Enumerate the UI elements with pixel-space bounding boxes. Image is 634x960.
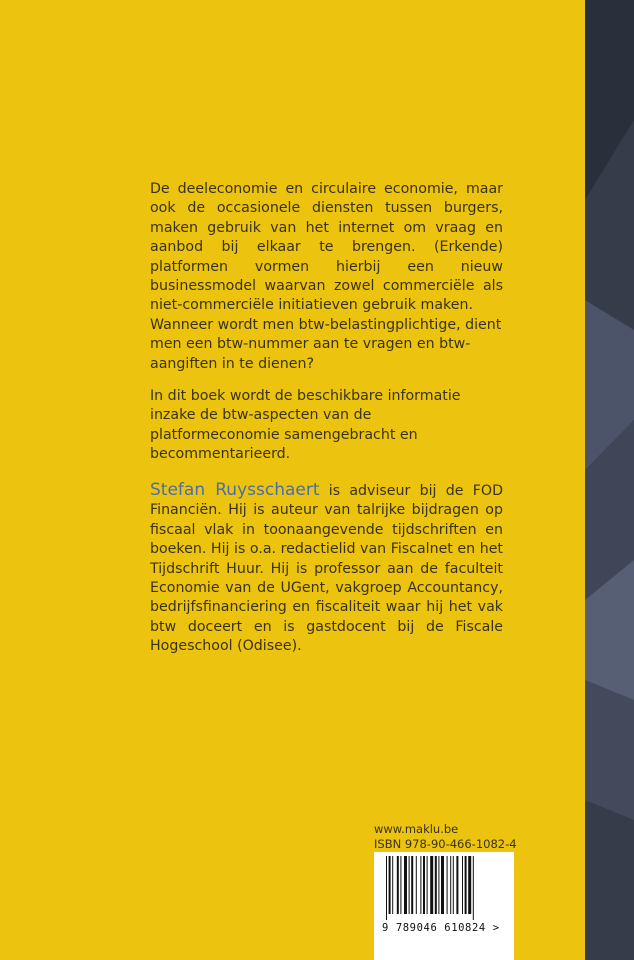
barcode-digits: 9 789046 610824 > bbox=[382, 922, 500, 934]
blurb-paragraph-1: De deeleconomie en circulaire economie, maar ook de occasionele diensten tussen burgers, maken gebruik van het internet om vraag en aanbod bij elkaar te brengen. (Erkende) platformen vormen hierbij een nieuw businessmodel waarvan zowel commerciële als niet-commerciële initiatieven gebruik maken. bbox=[150, 181, 503, 314]
barcode-bar bbox=[416, 856, 417, 914]
barcode-bar bbox=[389, 856, 391, 914]
barcode-bar bbox=[456, 856, 458, 914]
barcode-bar bbox=[450, 856, 451, 914]
barcode-bar bbox=[462, 856, 463, 914]
barcode bbox=[374, 852, 514, 960]
barcode-bar bbox=[420, 856, 421, 914]
author-bio-text: is adviseur bij de FOD Financiën. Hij is auteur van talrijke bijdragen op fiscaal vlak in toonaangevende tijdschriften en boeken. Hij is o.a. redactielid van Fiscalnet en het Tijdschrift Huur. Hij is professor aan de faculteit Economie van de UGent, vakgroep Accountancy, bedrijfsfinanciering en fiscaliteit waar hij het vak btw doceert en is gastdocent bij de Fiscale Hogeschool (Odisee). bbox=[150, 483, 503, 655]
blurb-paragraph-2: Wanneer wordt men btw-belastingplichtige, dient men een btw-nummer aan te vragen en btw-aangiften in te dienen? bbox=[150, 317, 502, 372]
barcode-bar bbox=[435, 856, 437, 914]
barcode-bar bbox=[409, 856, 410, 914]
barcode-bar bbox=[386, 856, 387, 920]
barcode-bar bbox=[397, 856, 399, 914]
barcode-bar bbox=[404, 856, 407, 914]
author-name: Stefan Ruysschaert bbox=[150, 480, 320, 500]
barcode-bar bbox=[473, 856, 474, 920]
barcode-bar bbox=[447, 856, 448, 914]
barcode-bar bbox=[468, 856, 471, 914]
barcode-bar bbox=[438, 856, 439, 914]
barcode-bar bbox=[427, 856, 428, 914]
publisher-info bbox=[374, 822, 524, 852]
barcode-bar bbox=[423, 856, 425, 914]
author-bio bbox=[150, 481, 503, 657]
isbn: ISBN 978-90-466-1082-4 bbox=[374, 837, 517, 851]
barcode-bar bbox=[400, 856, 401, 914]
barcode-bars bbox=[384, 852, 504, 922]
barcode-bar bbox=[441, 856, 444, 914]
publisher-website: www.maklu.be bbox=[374, 822, 459, 836]
barcode-bar bbox=[430, 856, 433, 914]
blurb-paragraph-3: In dit boek wordt de beschikbare informatie inzake de btw-aspecten van de platformeconomie samengebracht en becommentarieerd. bbox=[150, 388, 461, 463]
spine-image bbox=[585, 0, 634, 960]
barcode-bar bbox=[453, 856, 454, 914]
barcode-bar bbox=[411, 856, 413, 914]
barcode-bar bbox=[392, 856, 393, 914]
barcode-bar bbox=[465, 856, 467, 914]
spine-pattern bbox=[585, 0, 634, 960]
